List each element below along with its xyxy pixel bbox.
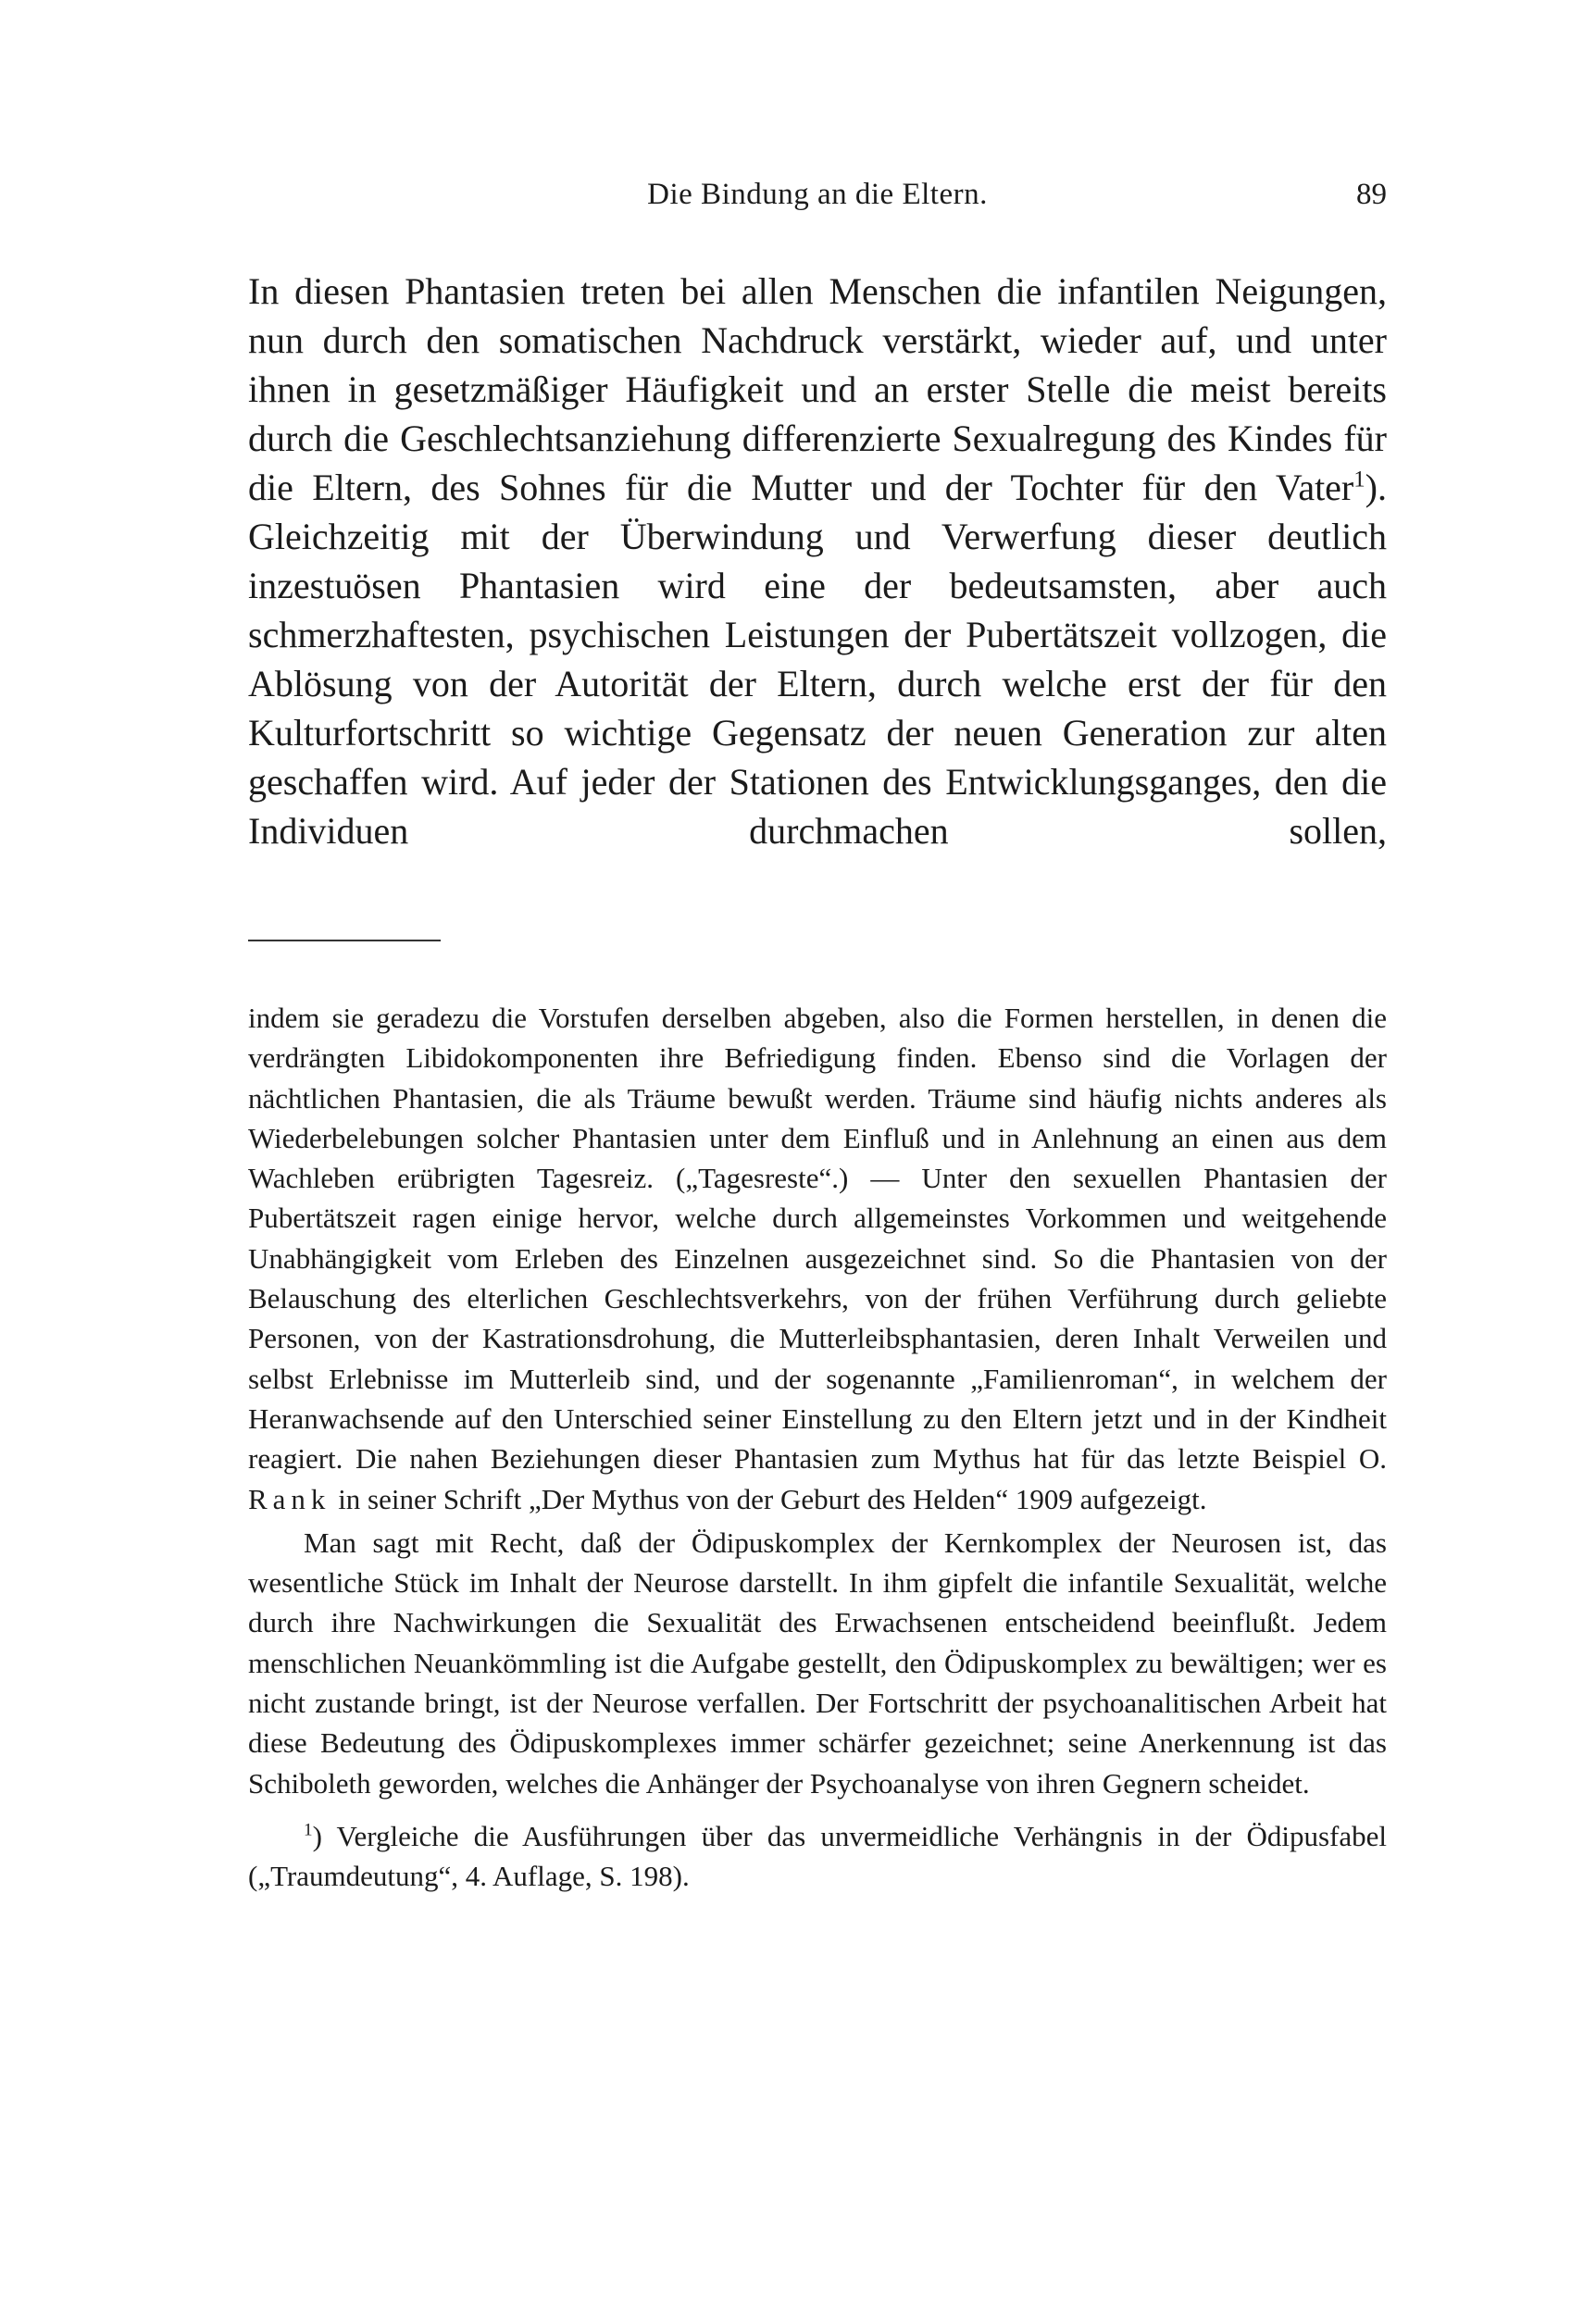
footnote-continuation-text-a: indem sie geradezu die Vorstufen derselben abgeben, also die Formen herstellen, in denen die verdrängten Libidokomponenten ihre Befriedigung finden. Ebenso sind die Vorlagen der nächtlichen Phantasien, die als Träume bewußt werden. Träume sind häufig nichts anderes als Wiederbelebungen solcher Phantasien unter dem Einfluß und in Anlehnung an einen aus dem Wachleben erübrigten Tagesreiz. („Tagesreste“.) — Unter den sexuellen Phantasien der Pubertätszeit ragen einige hervor, welche durch allgemeinstes Vorkommen und weitgehende Unabhängigkeit vom Erleben des Einzelnen ausgezeichnet sind. So die Phantasien von der Belauschung des elterlichen Geschlechtsverkehrs, von der frühen Verführung durch geliebte Personen, von der Kastrationsdrohung, die Mutterleibsphantasien, deren Inhalt Verweilen und selbst Erlebnisse im Mutterleib sind, und der sogenannte „Familienroman“, in welchem der Heranwachsende auf den Unterschied seiner Einstellung zu den Eltern jetzt und in der Kindheit reagiert. Die nahen Beziehungen dieser Phantasien zum Mythus hat für das letzte Beispiel O. <box>248 1002 1387 1476</box>
author-name-spaced: Rank <box>248 1482 331 1515</box>
footnote-reference-1: 1 <box>1353 467 1365 492</box>
main-text-part-2: ). Gleichzeitig mit der Überwindung und Verwerfung dieser deutlich inzestuösen Phantasien wird eine der bedeutsamsten, aber auch schmerzhaftesten, psychischen Leistungen der Pubertätszeit vollzogen, die Ablösung von der Autorität der Eltern, durch welche erst der für den Kulturfortschritt so wichtige Gegensatz der neuen Generation zur alten geschaffen wird. Auf jeder der Stationen des Entwicklungsganges, den die Individuen durchmachen sollen, <box>248 467 1387 852</box>
footnote-1-text: ) Vergleiche die Ausführungen über das unvermeidliche Verhängnis in der Ödipusfabel („Traumdeutung“, 4. Auflage, S. 198). <box>248 1819 1387 1893</box>
footnote-paragraph-oedipus: Man sagt mit Recht, daß der Ödipuskomplex der Kernkomplex der Neurosen ist, das wesentliche Stück im Inhalt der Neurose darstellt. In ihm gipfelt die infantile Sexualität, welche durch ihre Nachwirkungen die Sexualität des Erwachsenen entscheidend beeinflußt. Jedem menschlichen Neuankömmling ist die Aufgabe gestellt, den Ödipuskomplex zu bewältigen; wer es nicht zustande bringt, ist der Neurose verfallen. Der Fortschritt der psychoanalitischen Arbeit hat diese Bedeutung des Ödipuskomplexes immer schärfer gezeichnet; seine Anerkennung ist das Schiboleth geworden, welches die Anhänger der Psychoanalyse von ihren Gegnern scheidet. <box>248 1526 1387 1800</box>
main-paragraph <box>248 267 1387 855</box>
footnotes-block <box>248 998 1387 1897</box>
footnote-continuation <box>248 998 1387 1519</box>
running-header <box>248 178 1387 224</box>
running-title: Die Bindung an die Eltern. <box>647 178 988 211</box>
footnote-1 <box>248 1816 1387 1897</box>
main-text-part-1: In diesen Phantasien treten bei allen Menschen die infantilen Neigungen, nun durch den somatischen Nachdruck verstärkt, wieder auf, und unter ihnen in gesetzmäßiger Häufigkeit und an erster Stelle die meist bereits durch die Geschlechtsanziehung differenzierte Sexualregung des Kindes für die Eltern, des Sohnes für die Mutter und der Tochter für den Vater <box>248 270 1387 508</box>
footnote-1-marker: 1 <box>304 1820 313 1840</box>
footnote-continuation-text-b: in seiner Schrift „Der Mythus von der Geburt des Helden“ 1909 aufgezeigt. <box>338 1482 1207 1515</box>
footnote-separator-rule <box>248 940 441 941</box>
page-number: 89 <box>1356 178 1387 211</box>
